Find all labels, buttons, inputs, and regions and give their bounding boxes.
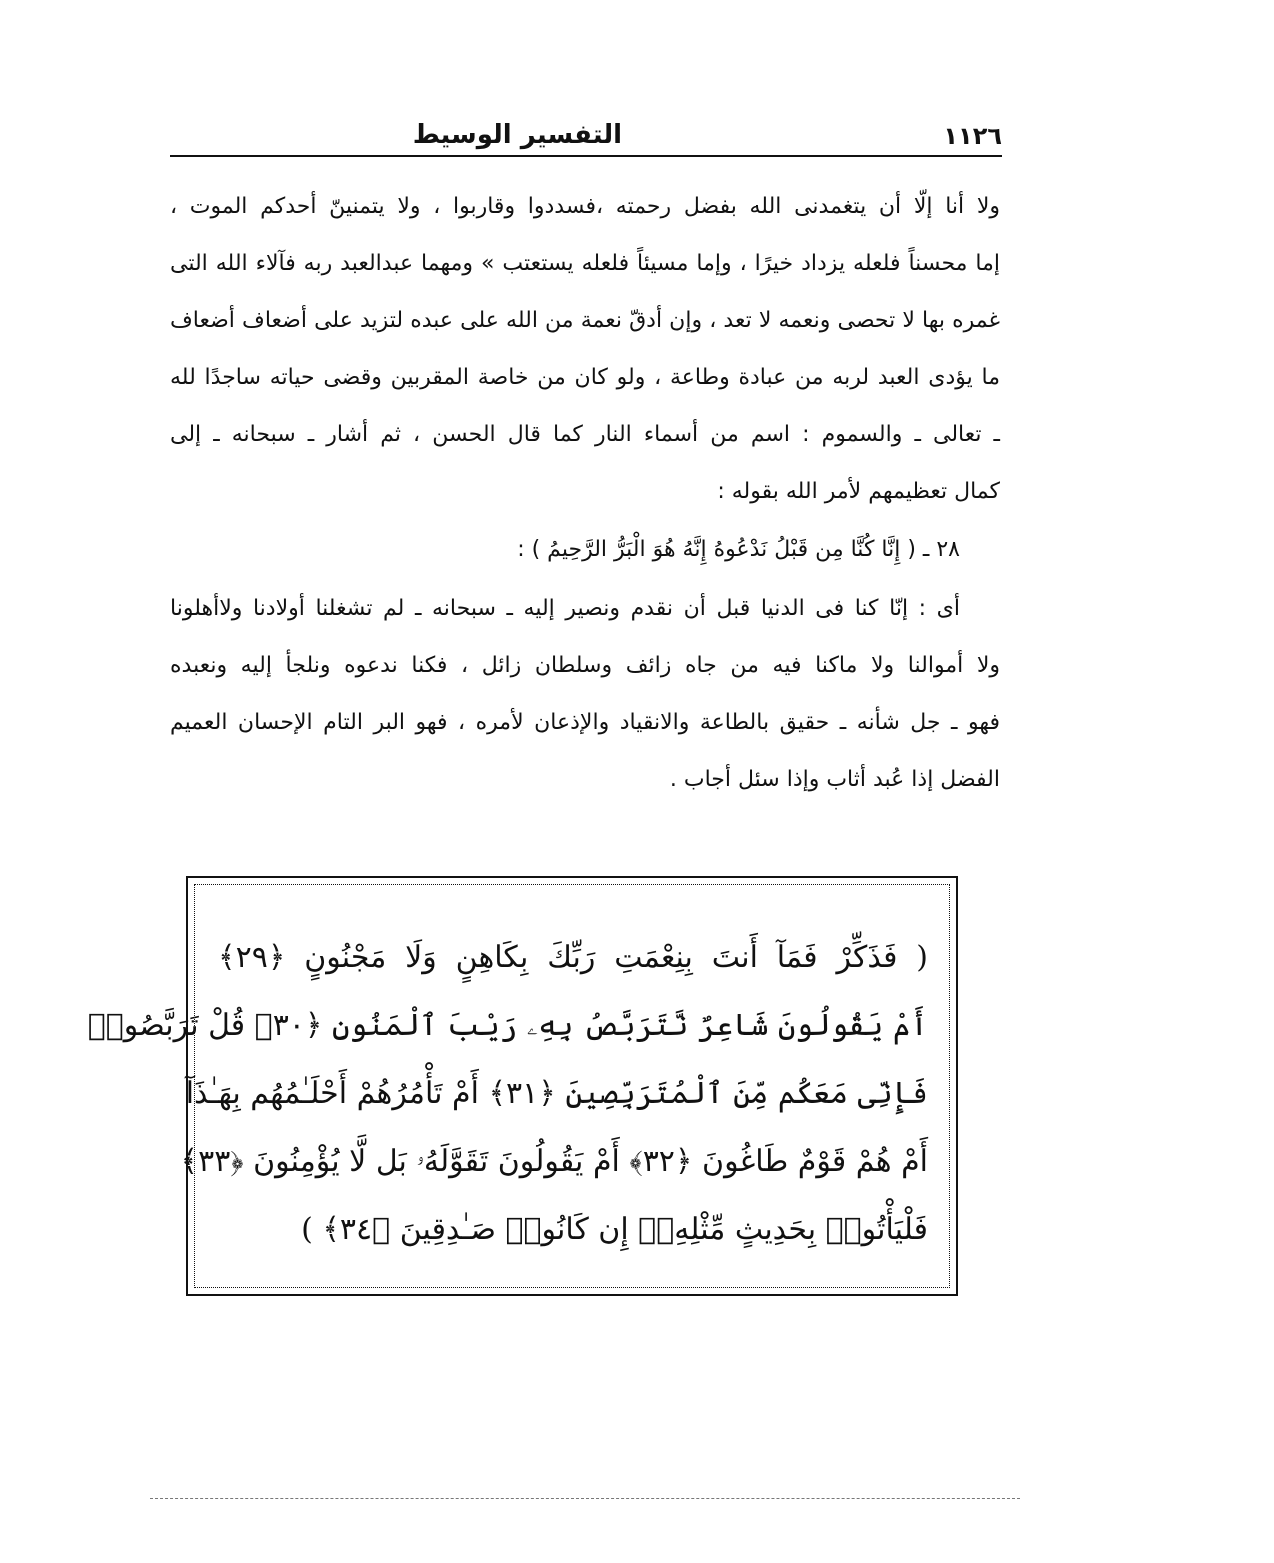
explanation-line: الفضل إذا عُبد أثاب وإذا سئل أجاب . — [669, 767, 1000, 792]
quran-verses — [87, 924, 928, 1264]
explanation-line: أى : إنّا كنا فى الدنيا قبل أن نقدم ونصير إليه ـ سبحانه ـ لم تشغلنا أولادنا ولاأهلونا — [170, 596, 960, 621]
commentary-line: غمره بها لا تحصى ونعمه لا تعد ، وإن أدقّ نعمة من الله على عبده لتزيد على أضعاف أضعاف — [170, 308, 1000, 333]
quran-line: ( فَذَكِّرْ فَمَآ أَنتَ بِنِعْمَتِ رَبِّكَ بِكَاهِنٍ وَلَا مَجْنُونٍ ﴿٢٩﴾ — [218, 940, 928, 975]
verse-heading: ٢٨ ـ ( إِنَّا كُنَّا مِن قَبْلُ نَدْعُوهُ إِنَّهُ هُوَ الْبَرُّ الرَّحِيمُ ) : — [517, 537, 960, 562]
explanation-line: فهو ـ جل شأنه ـ حقيق بالطاعة والانقياد والإذعان لأمره ، فهو البر التام الإحسان العميم — [170, 710, 1000, 735]
commentary-line: إما محسناً فلعله يزداد خيرًا ، وإما مسيئاً فلعله يستعتب » ومهما عبدالعبد ربه فآلاء الله التى — [170, 251, 1000, 276]
quran-line: أَمْ يَقُولُونَ شَاعِرٌ نَّتَرَبَّصُ بِهِۦ رَيْبَ ٱلْمَنُونِ ﴿٣٠﴾ قُلْ تَرَبَّصُوا۟ — [87, 1008, 928, 1043]
quran-line: أَمْ هُمْ قَوْمٌ طَاغُونَ ﴿٣٢﴾ أَمْ يَقُولُونَ تَقَوَّلَهُۥ بَل لَّا يُؤْمِنُونَ ﴿٣٣﴾ — [180, 1144, 928, 1179]
commentary-text — [170, 178, 1000, 808]
explanation-line: ولا أموالنا ولا ماكنا فيه من جاه زائف وسلطان زائل ، فكنا ندعوه ونلجأ إليه ونعبده — [170, 653, 1000, 678]
header-rule — [170, 155, 1002, 157]
commentary-line: ما يؤدى العبد لربه من عبادة وطاعة ، ولو كان من خاصة المقربين وقضى حياته ساجدًا لله — [170, 365, 1000, 390]
page-number: ١١٢٦ — [943, 122, 1002, 150]
footer-rule — [150, 1498, 1020, 1499]
book-title: التفسير الوسيط — [412, 120, 622, 150]
page-header — [170, 118, 1002, 158]
quran-line: فَلْيَأْتُوا۟ بِحَدِيثٍ مِّثْلِهِۦٓ إِن كَانُوا۟ صَـٰدِقِينَ ﴿٣٤﴾ ) — [301, 1212, 928, 1247]
quran-line: فَإِنِّى مَعَكُم مِّنَ ٱلْمُتَرَبِّصِينَ ﴿٣١﴾ أَمْ تَأْمُرُهُمْ أَحْلَـٰمُهُم بِهَـٰذَآ — [185, 1076, 928, 1111]
commentary-line: ـ تعالى ـ والسموم : اسم من أسماء النار كما قال الحسن ، ثم أشار ـ سبحانه ـ إلى — [170, 422, 1000, 447]
quran-verses-box — [87, 876, 958, 1296]
commentary-line: كمال تعظيمهم لأمر الله بقوله : — [717, 479, 1000, 504]
commentary-line: ولا أنا إلّا أن يتغمدنى الله بفضل رحمته ،فسددوا وقاربوا ، ولا يتمنينّ أحدكم الموت ، — [170, 194, 1000, 219]
